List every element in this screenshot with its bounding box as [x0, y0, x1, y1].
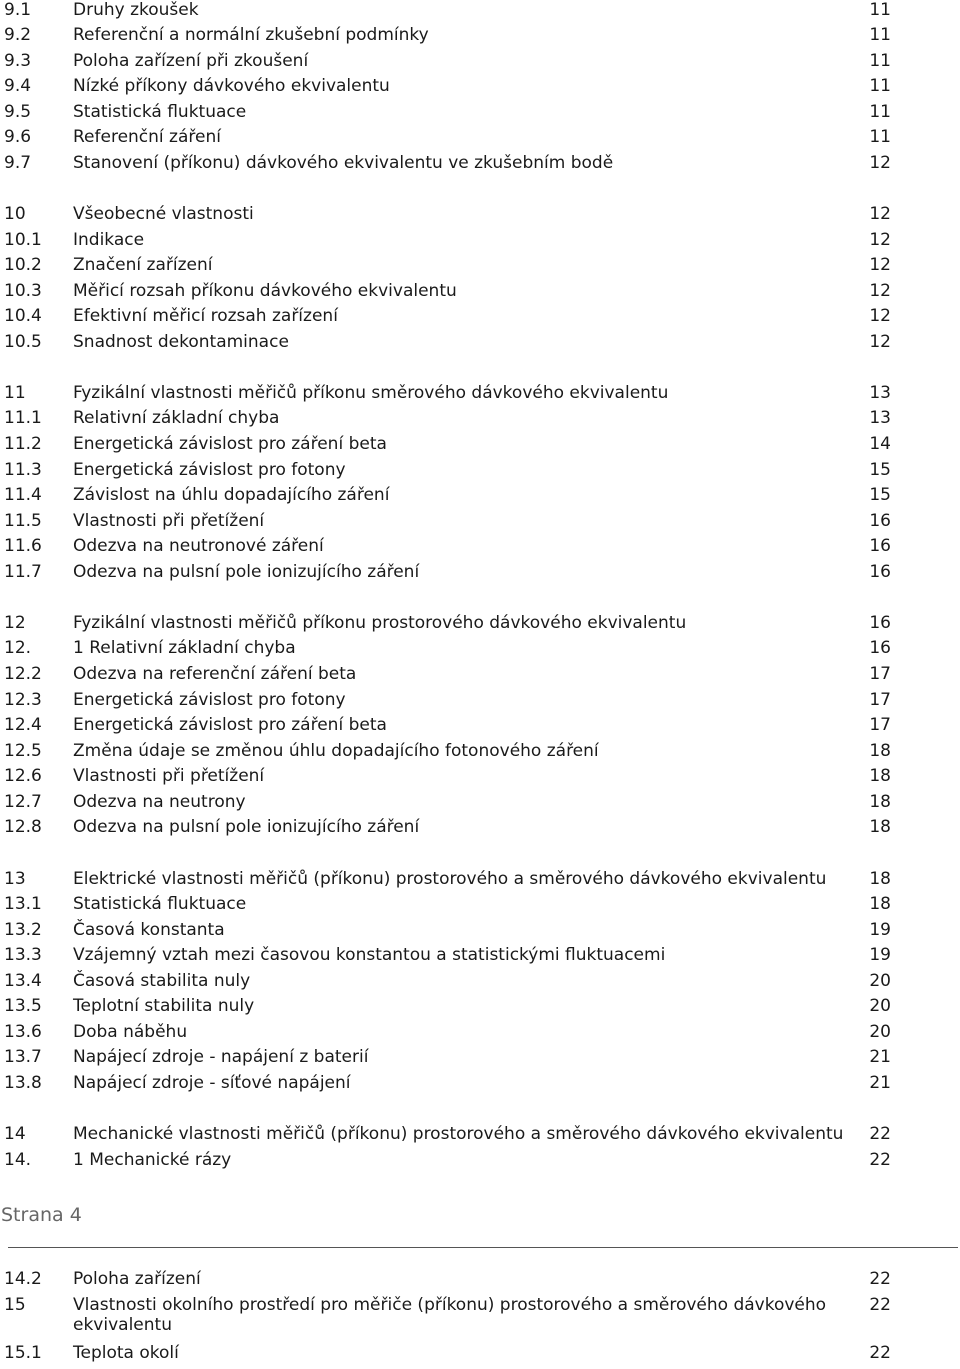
toc-page: 20: [869, 996, 891, 1016]
toc-entry: [0, 383, 960, 409]
toc-title: Změna údaje se změnou úhlu dopadajícího fotonového záření: [73, 741, 599, 761]
toc-title: Odezva na pulsní pole ionizujícího záření: [73, 562, 420, 582]
toc-page: 22: [869, 1124, 891, 1144]
toc-number: 9.1: [4, 0, 32, 20]
toc-entry: [0, 51, 960, 77]
toc-entry: [0, 306, 960, 332]
toc-entry: [0, 1269, 960, 1295]
toc-number: 12.8: [4, 817, 42, 837]
toc-title: Teplotní stabilita nuly: [73, 996, 255, 1016]
toc-page: 21: [869, 1047, 891, 1067]
toc-title: 1 Relativní základní chyba: [73, 638, 296, 658]
toc-number: 11.7: [4, 562, 42, 582]
page-footer-label: Strana 4: [1, 1204, 82, 1226]
toc-title: Odezva na neutrony: [73, 792, 246, 812]
toc-page: 11: [869, 76, 891, 96]
toc-page: 22: [869, 1343, 891, 1363]
toc-title: Statistická fluktuace: [73, 894, 247, 914]
toc-entry: [0, 127, 960, 153]
toc-page: 12: [869, 153, 891, 173]
toc-number: 13.1: [4, 894, 42, 914]
toc-number: 14.: [4, 1150, 32, 1170]
toc-title: Nízké příkony dávkového ekvivalentu: [73, 76, 390, 96]
toc-title: Elektrické vlastnosti měřičů (příkonu) prostorového a směrového dávkového ekvivalentu: [73, 869, 827, 889]
toc-number: 12.3: [4, 690, 42, 710]
toc-page: 13: [869, 383, 891, 403]
toc-title: Časová konstanta: [73, 920, 225, 940]
toc-number: 12.6: [4, 766, 42, 786]
toc-entry: [0, 664, 960, 690]
toc-title: Referenční a normální zkušební podmínky: [73, 25, 429, 45]
toc-entry: [0, 690, 960, 716]
toc-page: 16: [869, 536, 891, 556]
toc-entry: [0, 408, 960, 434]
toc-number: 12.2: [4, 664, 42, 684]
toc-page: 18: [869, 741, 891, 761]
toc-number: 11.2: [4, 434, 42, 454]
toc-page: 20: [869, 1022, 891, 1042]
toc-entry: [0, 1295, 960, 1343]
toc-title: Odezva na neutronové záření: [73, 536, 324, 556]
toc-number: 10: [4, 204, 26, 224]
toc-page: 12: [869, 281, 891, 301]
toc-title: Odezva na pulsní pole ionizujícího záření: [73, 817, 420, 837]
toc-page: 18: [869, 766, 891, 786]
toc-title: Poloha zařízení: [73, 1269, 201, 1289]
toc-title: Snadnost dekontaminace: [73, 332, 289, 352]
toc-entry: [0, 102, 960, 128]
toc-page: 19: [869, 945, 891, 965]
toc-title: Měřicí rozsah příkonu dávkového ekvivalentu: [73, 281, 457, 301]
toc-entry: [0, 76, 960, 102]
toc-title: Poloha zařízení při zkoušení: [73, 51, 309, 71]
toc-entry: [0, 1022, 960, 1048]
toc-page: 17: [869, 664, 891, 684]
toc-entry: [0, 485, 960, 511]
toc-number: 10.3: [4, 281, 42, 301]
toc-page: 15: [869, 460, 891, 480]
toc-number: 13.7: [4, 1047, 42, 1067]
toc-page: 12: [869, 255, 891, 275]
toc-page: 11: [869, 51, 891, 71]
toc-number: 13.3: [4, 945, 42, 965]
toc-title: Energetická závislost pro fotony: [73, 690, 346, 710]
toc-title: Teplota okolí: [73, 1343, 179, 1363]
toc-title: Všeobecné vlastnosti: [73, 204, 254, 224]
toc-entry: [0, 817, 960, 843]
toc-number: 12: [4, 613, 26, 633]
toc-title: 1 Mechanické rázy: [73, 1150, 232, 1170]
toc-title: Vlastnosti při přetížení: [73, 766, 265, 786]
toc-entry: [0, 638, 960, 664]
toc-number: 9.4: [4, 76, 32, 96]
toc-page: 12: [869, 230, 891, 250]
toc-number: 9.6: [4, 127, 32, 147]
toc-page: 22: [869, 1269, 891, 1289]
toc-title: Energetická závislost pro záření beta: [73, 434, 387, 454]
toc-title: Energetická závislost pro záření beta: [73, 715, 387, 735]
toc-page: 22: [869, 1150, 891, 1170]
toc-number: 11.3: [4, 460, 42, 480]
toc-number: 13: [4, 869, 26, 889]
toc-number: 11: [4, 383, 26, 403]
toc-entry: [0, 536, 960, 562]
toc-number: 13.8: [4, 1073, 42, 1093]
toc-entry: [0, 511, 960, 537]
toc-title: Doba náběhu: [73, 1022, 188, 1042]
toc-number: 9.2: [4, 25, 32, 45]
toc-entry: [0, 332, 960, 358]
toc-title: Mechanické vlastnosti měřičů (příkonu) prostorového a směrového dávkového ekvivalentu: [73, 1124, 844, 1144]
toc-entry: [0, 25, 960, 51]
toc-number: 11.5: [4, 511, 42, 531]
toc-number: 12.4: [4, 715, 42, 735]
toc-number: 10.2: [4, 255, 42, 275]
toc-title: Indikace: [73, 230, 145, 250]
toc-page: 18: [869, 894, 891, 914]
toc-number: 11.4: [4, 485, 42, 505]
toc-entry: [0, 1343, 960, 1369]
toc-title: Vlastnosti okolního prostředí pro měřiče (příkonu) prostorového a směrového dávkového ekvivalentu: [73, 1295, 827, 1335]
toc-title: Vlastnosti při přetížení: [73, 511, 265, 531]
toc-entry: [0, 1124, 960, 1150]
toc-number: 14: [4, 1124, 26, 1144]
toc-entry: [0, 766, 960, 792]
toc-page: 21: [869, 1073, 891, 1093]
toc-page: 17: [869, 715, 891, 735]
toc-page: 18: [869, 792, 891, 812]
toc-page: 11: [869, 127, 891, 147]
toc-entry: [0, 996, 960, 1022]
toc-number: 12.7: [4, 792, 42, 812]
toc-page: 18: [869, 869, 891, 889]
toc-number: 14.2: [4, 1269, 42, 1289]
toc-title: Fyzikální vlastnosti měřičů příkonu prostorového dávkového ekvivalentu: [73, 613, 687, 633]
toc-title: Časová stabilita nuly: [73, 971, 251, 991]
toc-page: 16: [869, 613, 891, 633]
toc-entry: [0, 715, 960, 741]
toc-entry: [0, 1047, 960, 1073]
toc-number: 15: [4, 1295, 26, 1315]
toc-page: 17: [869, 690, 891, 710]
toc-page: 13: [869, 408, 891, 428]
toc-entry: [0, 920, 960, 946]
toc-entry: [0, 945, 960, 971]
page-divider: [8, 1247, 958, 1248]
toc-page: 18: [869, 817, 891, 837]
toc-number: 9.7: [4, 153, 32, 173]
toc-title: Relativní základní chyba: [73, 408, 280, 428]
toc-title: Efektivní měřicí rozsah zařízení: [73, 306, 338, 326]
toc-entry: [0, 971, 960, 997]
toc-page: 16: [869, 638, 891, 658]
toc-page: 20: [869, 971, 891, 991]
toc-number: 12.: [4, 638, 32, 658]
toc-entry: [0, 434, 960, 460]
toc-number: 12.5: [4, 741, 42, 761]
toc-title: Fyzikální vlastnosti měřičů příkonu směrového dávkového ekvivalentu: [73, 383, 669, 403]
toc-entry: [0, 792, 960, 818]
toc-page: 16: [869, 511, 891, 531]
toc-page: 12: [869, 332, 891, 352]
toc-entry: [0, 230, 960, 256]
toc-page: 11: [869, 102, 891, 122]
toc-entry: [0, 460, 960, 486]
toc-number: 10.5: [4, 332, 42, 352]
toc-title: Statistická fluktuace: [73, 102, 247, 122]
toc-page: 15: [869, 485, 891, 505]
toc-entry: [0, 741, 960, 767]
toc-entry: [0, 255, 960, 281]
toc-title: Vzájemný vztah mezi časovou konstantou a statistickými fluktuacemi: [73, 945, 666, 965]
toc-page: 22: [869, 1295, 891, 1315]
toc-page: 14: [869, 434, 891, 454]
toc-title: Závislost na úhlu dopadajícího záření: [73, 485, 390, 505]
toc-entry: [0, 153, 960, 179]
toc-title: Stanovení (příkonu) dávkového ekvivalentu ve zkušebním bodě: [73, 153, 614, 173]
toc-title: Referenční záření: [73, 127, 221, 147]
toc-number: 11.1: [4, 408, 42, 428]
toc-number: 15.1: [4, 1343, 42, 1363]
toc-number: 11.6: [4, 536, 42, 556]
toc-entry: [0, 1150, 960, 1176]
toc-number: 9.5: [4, 102, 32, 122]
toc-title: Napájecí zdroje - napájení z baterií: [73, 1047, 369, 1067]
toc-number: 10.4: [4, 306, 42, 326]
toc-page: 19: [869, 920, 891, 940]
toc-entry: [0, 0, 960, 26]
toc-title: Energetická závislost pro fotony: [73, 460, 346, 480]
toc-entry: [0, 204, 960, 230]
toc-title: Značení zařízení: [73, 255, 213, 275]
toc-entry: [0, 281, 960, 307]
toc-entry: [0, 869, 960, 895]
toc-page: 11: [869, 25, 891, 45]
toc-number: 9.3: [4, 51, 32, 71]
toc-entry: [0, 894, 960, 920]
toc-page: 16: [869, 562, 891, 582]
toc-entry: [0, 613, 960, 639]
toc-entry: [0, 562, 960, 588]
toc-title: Napájecí zdroje - síťové napájení: [73, 1073, 351, 1093]
toc-page: 12: [869, 306, 891, 326]
toc-number: 13.4: [4, 971, 42, 991]
toc-number: 10.1: [4, 230, 42, 250]
toc-number: 13.2: [4, 920, 42, 940]
toc-page: 11: [869, 0, 891, 20]
toc-number: 13.6: [4, 1022, 42, 1042]
toc-entry: [0, 1073, 960, 1099]
toc-title: Druhy zkoušek: [73, 0, 199, 20]
toc-title: Odezva na referenční záření beta: [73, 664, 357, 684]
toc-page: 12: [869, 204, 891, 224]
toc-number: 13.5: [4, 996, 42, 1016]
